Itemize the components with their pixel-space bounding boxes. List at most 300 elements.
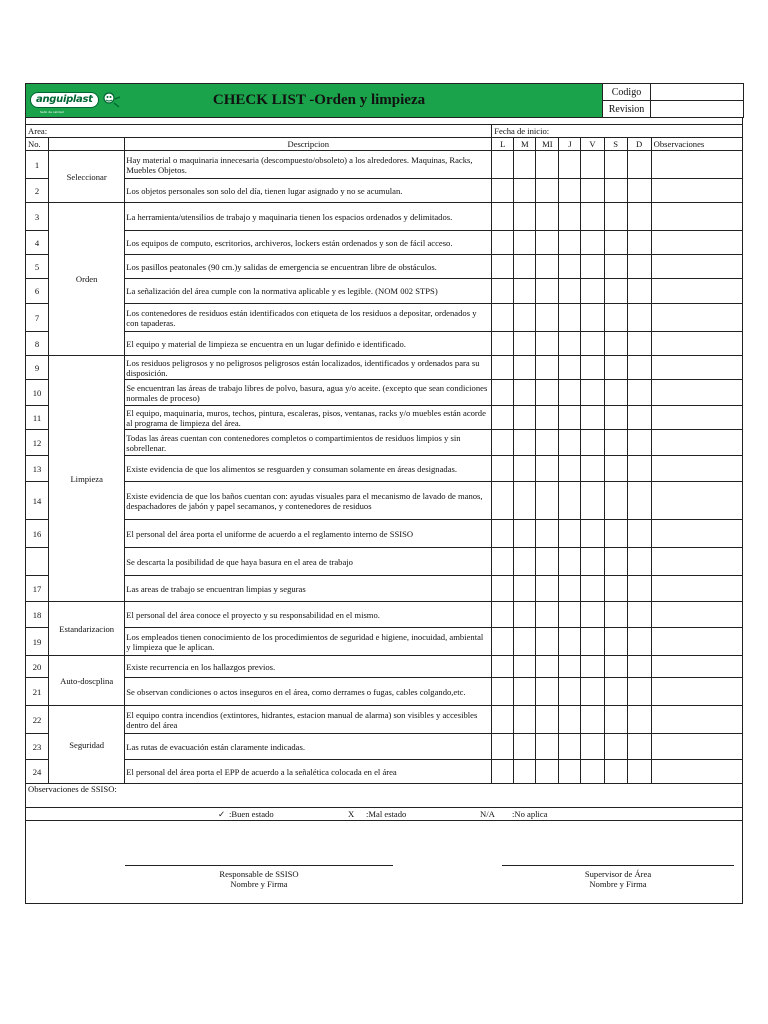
table-row xyxy=(26,255,743,279)
col-day-d: D xyxy=(627,138,651,151)
check-cell[interactable] xyxy=(559,356,581,380)
observation-cell[interactable] xyxy=(651,255,742,279)
check-cell[interactable] xyxy=(536,706,559,734)
observation-cell[interactable] xyxy=(651,760,742,784)
table-row xyxy=(26,628,743,656)
check-cell[interactable] xyxy=(559,706,581,734)
check-cell[interactable] xyxy=(627,231,651,255)
signature-supervisor[interactable] xyxy=(502,865,734,889)
check-cell[interactable] xyxy=(514,548,536,576)
check-cell[interactable] xyxy=(492,380,514,406)
check-cell[interactable] xyxy=(581,279,604,304)
check-cell[interactable] xyxy=(581,356,604,380)
row-number: 23 xyxy=(26,734,49,760)
observation-cell[interactable] xyxy=(651,332,742,356)
check-cell[interactable] xyxy=(536,548,559,576)
row-number: 19 xyxy=(26,628,49,656)
check-cell[interactable] xyxy=(627,548,651,576)
check-cell[interactable] xyxy=(581,548,604,576)
check-cell[interactable] xyxy=(559,203,581,231)
section-estandarizacion: Estandarizacion xyxy=(49,602,125,656)
observation-cell[interactable] xyxy=(651,656,742,678)
check-cell[interactable] xyxy=(536,602,559,628)
check-cell[interactable] xyxy=(492,520,514,548)
check-cell[interactable] xyxy=(559,255,581,279)
check-cell[interactable] xyxy=(627,520,651,548)
col-observaciones: Observaciones xyxy=(651,138,742,151)
check-cell[interactable] xyxy=(514,380,536,406)
check-cell[interactable] xyxy=(559,548,581,576)
check-cell[interactable] xyxy=(514,179,536,203)
signature-ssiso[interactable] xyxy=(125,865,393,889)
check-cell[interactable] xyxy=(536,406,559,430)
header-table xyxy=(25,83,744,118)
observation-cell[interactable] xyxy=(651,304,742,332)
table-row xyxy=(26,304,743,332)
row-description: El equipo y material de limpieza se encuentra en un lugar definido e identificado. xyxy=(125,332,492,356)
check-cell[interactable] xyxy=(514,706,536,734)
check-cell[interactable] xyxy=(536,734,559,760)
check-cell[interactable] xyxy=(627,255,651,279)
signature-line xyxy=(125,865,393,866)
check-cell[interactable] xyxy=(492,456,514,482)
table-row xyxy=(26,356,743,380)
table-row xyxy=(26,279,743,304)
table-row xyxy=(26,203,743,231)
row-number: 8 xyxy=(26,332,49,356)
observation-cell[interactable] xyxy=(651,179,742,203)
row-number: 13 xyxy=(26,456,49,482)
check-cell[interactable] xyxy=(627,456,651,482)
check-cell[interactable] xyxy=(514,760,536,784)
observaciones-ssiso-label: Observaciones de SSISO: xyxy=(28,784,117,794)
observation-cell[interactable] xyxy=(651,380,742,406)
check-cell[interactable] xyxy=(627,179,651,203)
row-number: 12 xyxy=(26,430,49,456)
check-cell[interactable] xyxy=(492,430,514,456)
check-cell[interactable] xyxy=(492,203,514,231)
check-cell[interactable] xyxy=(604,628,627,656)
row-number: 21 xyxy=(26,678,49,706)
check-cell[interactable] xyxy=(536,255,559,279)
check-cell[interactable] xyxy=(514,456,536,482)
table-row xyxy=(26,332,743,356)
check-cell[interactable] xyxy=(514,356,536,380)
row-description: El personal del área porta el EPP de acuerdo a la señalética colocada en el área xyxy=(125,760,492,784)
check-mark-icon: ✓ xyxy=(218,809,226,819)
check-cell[interactable] xyxy=(627,706,651,734)
check-cell[interactable] xyxy=(627,482,651,520)
title-banner xyxy=(26,84,603,118)
check-cell[interactable] xyxy=(514,304,536,332)
col-no: No. xyxy=(26,138,49,151)
check-cell[interactable] xyxy=(604,179,627,203)
row-number: 10 xyxy=(26,380,49,406)
observation-cell[interactable] xyxy=(651,406,742,430)
row-number: 4 xyxy=(26,231,49,255)
check-cell[interactable] xyxy=(604,760,627,784)
check-cell[interactable] xyxy=(604,406,627,430)
revision-field[interactable] xyxy=(651,101,744,118)
legend xyxy=(26,808,743,821)
check-cell[interactable] xyxy=(627,430,651,456)
row-number: 1 xyxy=(26,151,49,179)
check-cell[interactable] xyxy=(581,179,604,203)
check-cell[interactable] xyxy=(514,678,536,706)
row-description: Se observan condiciones o actos inseguros en el área, como derrames o fugas, cables colgando,etc. xyxy=(125,678,492,706)
check-cell[interactable] xyxy=(604,734,627,760)
check-cell[interactable] xyxy=(492,406,514,430)
check-cell[interactable] xyxy=(581,231,604,255)
observation-cell[interactable] xyxy=(651,734,742,760)
row-number: 2 xyxy=(26,179,49,203)
table-row xyxy=(26,706,743,734)
check-cell[interactable] xyxy=(536,456,559,482)
observation-cell[interactable] xyxy=(651,548,742,576)
check-cell[interactable] xyxy=(627,151,651,179)
check-cell[interactable] xyxy=(627,760,651,784)
check-cell[interactable] xyxy=(492,576,514,602)
check-cell[interactable] xyxy=(514,151,536,179)
check-cell[interactable] xyxy=(559,760,581,784)
observation-cell[interactable] xyxy=(651,576,742,602)
observation-cell[interactable] xyxy=(651,628,742,656)
row-number: 24 xyxy=(26,760,49,784)
check-cell[interactable] xyxy=(536,151,559,179)
row-number: 9 xyxy=(26,356,49,380)
check-cell[interactable] xyxy=(536,231,559,255)
check-cell[interactable] xyxy=(604,203,627,231)
check-cell[interactable] xyxy=(536,279,559,304)
legend-ok-text: :Buen estado xyxy=(229,809,274,819)
row-description: Los residuos peligrosos y no peligrosos peligrosos están localizados, identificados y ordenados para su disposición. xyxy=(125,356,492,380)
check-cell[interactable] xyxy=(604,520,627,548)
row-number: 17 xyxy=(26,576,49,602)
check-cell[interactable] xyxy=(559,380,581,406)
check-cell[interactable] xyxy=(581,734,604,760)
revision-label: Revision xyxy=(603,101,651,118)
checklist-table xyxy=(25,124,743,821)
check-cell[interactable] xyxy=(581,255,604,279)
area-label[interactable]: Area: xyxy=(26,125,492,138)
logo-tagline: Sello de calidad xyxy=(40,110,64,114)
check-cell[interactable] xyxy=(604,576,627,602)
check-cell[interactable] xyxy=(581,203,604,231)
check-cell[interactable] xyxy=(627,656,651,678)
row-number: 7 xyxy=(26,304,49,332)
check-cell[interactable] xyxy=(604,304,627,332)
check-cell[interactable] xyxy=(514,279,536,304)
check-cell[interactable] xyxy=(604,602,627,628)
section-seleccionar: Seleccionar xyxy=(49,151,125,203)
col-descripcion: Descripcion xyxy=(125,138,492,151)
check-cell[interactable] xyxy=(604,482,627,520)
check-cell[interactable] xyxy=(514,231,536,255)
check-cell[interactable] xyxy=(536,760,559,784)
row-description: Los equipos de computo, escritorios, archiveros, lockers están ordenados y son de fácil acceso. xyxy=(125,231,492,255)
check-cell[interactable] xyxy=(581,332,604,356)
check-cell[interactable] xyxy=(581,304,604,332)
check-cell[interactable] xyxy=(581,628,604,656)
check-cell[interactable] xyxy=(536,304,559,332)
check-cell[interactable] xyxy=(514,656,536,678)
col-day-s: S xyxy=(604,138,627,151)
observation-cell[interactable] xyxy=(651,482,742,520)
check-cell[interactable] xyxy=(581,760,604,784)
check-cell[interactable] xyxy=(492,151,514,179)
row-description: La herramienta/utensilios de trabajo y maquinaria tienen los espacios ordenados y delimitados. xyxy=(125,203,492,231)
check-cell[interactable] xyxy=(514,255,536,279)
row-number: 6 xyxy=(26,279,49,304)
check-cell[interactable] xyxy=(492,279,514,304)
check-cell[interactable] xyxy=(536,576,559,602)
check-cell[interactable] xyxy=(492,231,514,255)
observation-cell[interactable] xyxy=(651,151,742,179)
legend-row xyxy=(26,808,743,821)
row-description: Se encuentran las áreas de trabajo libres de polvo, basura, agua y/o aceite. (excepto que sean condiciones normales de proceso) xyxy=(125,380,492,406)
col-day-m: M xyxy=(514,138,536,151)
check-cell[interactable] xyxy=(492,628,514,656)
check-cell[interactable] xyxy=(559,576,581,602)
signature-area xyxy=(25,821,743,904)
check-cell[interactable] xyxy=(559,678,581,706)
check-cell[interactable] xyxy=(492,602,514,628)
row-number: 5 xyxy=(26,255,49,279)
check-cell[interactable] xyxy=(559,734,581,760)
check-cell[interactable] xyxy=(604,332,627,356)
check-cell[interactable] xyxy=(514,332,536,356)
check-cell[interactable] xyxy=(581,430,604,456)
row-description: El personal del área porta el uniforme de acuerdo a el reglamento interno de SSISO xyxy=(125,520,492,548)
observation-cell[interactable] xyxy=(651,231,742,255)
row-number: 16 xyxy=(26,520,49,548)
check-cell[interactable] xyxy=(536,628,559,656)
check-cell[interactable] xyxy=(514,406,536,430)
check-cell[interactable] xyxy=(604,231,627,255)
row-description: Los empleados tienen conocimiento de los procedimientos de seguridad e higiene, inocuidad, ambiental y limpieza que le aplican. xyxy=(125,628,492,656)
check-cell[interactable] xyxy=(514,734,536,760)
table-row xyxy=(26,231,743,255)
check-cell[interactable] xyxy=(604,356,627,380)
check-cell[interactable] xyxy=(581,482,604,520)
check-cell[interactable] xyxy=(604,380,627,406)
check-cell[interactable] xyxy=(492,356,514,380)
check-cell[interactable] xyxy=(559,602,581,628)
row-number xyxy=(26,548,49,576)
table-row xyxy=(26,482,743,520)
table-row xyxy=(26,548,743,576)
observation-cell[interactable] xyxy=(651,279,742,304)
check-cell[interactable] xyxy=(627,332,651,356)
check-cell[interactable] xyxy=(581,406,604,430)
check-cell[interactable] xyxy=(604,430,627,456)
check-cell[interactable] xyxy=(581,706,604,734)
check-cell[interactable] xyxy=(536,380,559,406)
check-cell[interactable] xyxy=(559,231,581,255)
observation-cell[interactable] xyxy=(651,203,742,231)
check-cell[interactable] xyxy=(559,179,581,203)
col-day-j: J xyxy=(559,138,581,151)
check-cell[interactable] xyxy=(559,304,581,332)
check-cell[interactable] xyxy=(514,602,536,628)
row-description: Se descarta la posibilidad de que haya basura en el area de trabajo xyxy=(125,548,492,576)
check-cell[interactable] xyxy=(492,304,514,332)
check-cell[interactable] xyxy=(514,576,536,602)
check-cell[interactable] xyxy=(627,356,651,380)
check-cell[interactable] xyxy=(536,203,559,231)
check-cell[interactable] xyxy=(536,332,559,356)
row-description: Las areas de trabajo se encuentran limpias y seguras xyxy=(125,576,492,602)
check-cell[interactable] xyxy=(581,576,604,602)
check-cell[interactable] xyxy=(581,151,604,179)
checklist-sheet xyxy=(25,83,743,904)
check-cell[interactable] xyxy=(559,430,581,456)
observation-cell[interactable] xyxy=(651,678,742,706)
col-section xyxy=(49,138,125,151)
check-cell[interactable] xyxy=(514,482,536,520)
table-row xyxy=(26,179,743,203)
check-cell[interactable] xyxy=(536,482,559,520)
check-cell[interactable] xyxy=(514,203,536,231)
check-cell[interactable] xyxy=(492,548,514,576)
table-row xyxy=(26,456,743,482)
check-cell[interactable] xyxy=(627,576,651,602)
check-cell[interactable] xyxy=(559,332,581,356)
check-cell[interactable] xyxy=(627,602,651,628)
col-day-l: L xyxy=(492,138,514,151)
check-cell[interactable] xyxy=(492,255,514,279)
table-row xyxy=(26,380,743,406)
col-day-v: V xyxy=(581,138,604,151)
table-row xyxy=(26,151,743,179)
row-description: Existe evidencia de que los baños cuentan con: ayudas visuales para el mecanismo de lavado de manos, despachadores de jabón y papel secamanos, y contenedores de residuos xyxy=(125,482,492,520)
observation-cell[interactable] xyxy=(651,520,742,548)
check-cell[interactable] xyxy=(536,678,559,706)
check-cell[interactable] xyxy=(559,151,581,179)
check-cell[interactable] xyxy=(536,430,559,456)
page-title: CHECK LIST -Orden y limpieza xyxy=(212,92,426,108)
check-cell[interactable] xyxy=(604,706,627,734)
signature-supervisor-title: Supervisor de Área xyxy=(584,869,652,879)
observation-cell[interactable] xyxy=(651,430,742,456)
check-cell[interactable] xyxy=(604,151,627,179)
check-cell[interactable] xyxy=(492,482,514,520)
row-description: Existe recurrencia en los hallazgos previos. xyxy=(125,656,492,678)
section-autodisciplina: Auto-doscplina xyxy=(49,656,125,706)
check-cell[interactable] xyxy=(559,456,581,482)
check-cell[interactable] xyxy=(581,656,604,678)
codigo-field[interactable] xyxy=(651,84,744,101)
legend-na-symbol: N/A xyxy=(480,809,495,819)
section-seguridad: Seguridad xyxy=(49,706,125,784)
check-cell[interactable] xyxy=(604,548,627,576)
check-cell[interactable] xyxy=(627,203,651,231)
check-cell[interactable] xyxy=(492,678,514,706)
check-cell[interactable] xyxy=(627,628,651,656)
row-description: Hay material o maquinaria innecesaria (descompuesto/obsoleto) a los alrededores. Maquinas, Racks, Muebles Objetos. xyxy=(125,151,492,179)
table-row xyxy=(26,406,743,430)
observaciones-ssiso-field[interactable] xyxy=(26,784,743,808)
check-cell[interactable] xyxy=(492,332,514,356)
check-cell[interactable] xyxy=(627,734,651,760)
logo-wordmark: anguiplast xyxy=(30,92,99,108)
row-description: Los contenedores de residuos están identificados con etiqueta de los residuos a depositar, ordenados y con tapaderas. xyxy=(125,304,492,332)
check-cell[interactable] xyxy=(604,456,627,482)
row-description: La señalización del área cumple con la normativa aplicable y es legible. (NOM 002 STPS) xyxy=(125,279,492,304)
check-cell[interactable] xyxy=(604,279,627,304)
check-cell[interactable] xyxy=(627,304,651,332)
check-cell[interactable] xyxy=(492,706,514,734)
check-cell[interactable] xyxy=(581,678,604,706)
check-cell[interactable] xyxy=(627,406,651,430)
check-cell[interactable] xyxy=(604,656,627,678)
check-cell[interactable] xyxy=(514,628,536,656)
check-cell[interactable] xyxy=(514,520,536,548)
check-cell[interactable] xyxy=(536,656,559,678)
check-cell[interactable] xyxy=(536,356,559,380)
observation-cell[interactable] xyxy=(651,602,742,628)
check-cell[interactable] xyxy=(536,520,559,548)
observation-cell[interactable] xyxy=(651,456,742,482)
row-description: Las rutas de evacuación están claramente indicadas. xyxy=(125,734,492,760)
check-cell[interactable] xyxy=(492,760,514,784)
legend-na-text: :No aplica xyxy=(512,809,548,819)
check-cell[interactable] xyxy=(492,656,514,678)
table-row xyxy=(26,656,743,678)
observation-cell[interactable] xyxy=(651,706,742,734)
check-cell[interactable] xyxy=(559,482,581,520)
section-orden: Orden xyxy=(49,203,125,356)
table-row xyxy=(26,602,743,628)
check-cell[interactable] xyxy=(581,380,604,406)
check-cell[interactable] xyxy=(627,279,651,304)
check-cell[interactable] xyxy=(627,678,651,706)
check-cell[interactable] xyxy=(604,678,627,706)
signature-line xyxy=(502,865,734,866)
check-cell[interactable] xyxy=(604,255,627,279)
legend-bad-text: :Mal estado xyxy=(366,809,407,819)
row-description: El equipo contra incendios (extintores, hidrantes, estacion manual de alarma) son visibles y accesibles dentro del área xyxy=(125,706,492,734)
table-row xyxy=(26,734,743,760)
check-cell[interactable] xyxy=(581,520,604,548)
check-cell[interactable] xyxy=(536,179,559,203)
check-cell[interactable] xyxy=(627,380,651,406)
check-cell[interactable] xyxy=(559,628,581,656)
check-cell[interactable] xyxy=(492,734,514,760)
check-cell[interactable] xyxy=(514,430,536,456)
row-number: 11 xyxy=(26,406,49,430)
fecha-label[interactable]: Fecha de inicio: xyxy=(492,125,743,138)
check-cell[interactable] xyxy=(559,279,581,304)
observation-cell[interactable] xyxy=(651,356,742,380)
row-description: El personal del área conoce el proyecto y su responsabilidad en el mismo. xyxy=(125,602,492,628)
check-cell[interactable] xyxy=(559,406,581,430)
check-cell[interactable] xyxy=(559,656,581,678)
check-cell[interactable] xyxy=(581,602,604,628)
check-cell[interactable] xyxy=(492,179,514,203)
check-cell[interactable] xyxy=(581,456,604,482)
section-limpieza: Limpieza xyxy=(49,356,125,602)
row-description: Los objetos personales son solo del día, tienen lugar asignado y no se acumulan. xyxy=(125,179,492,203)
row-number: 22 xyxy=(26,706,49,734)
table-row xyxy=(26,576,743,602)
row-number: 18 xyxy=(26,602,49,628)
column-header-row xyxy=(26,138,743,151)
col-day-mi: MI xyxy=(536,138,559,151)
table-row xyxy=(26,760,743,784)
row-description: Los pasillos peatonales (90 cm.)y salidas de emergencia se encuentran libre de obstáculos. xyxy=(125,255,492,279)
check-cell[interactable] xyxy=(559,520,581,548)
